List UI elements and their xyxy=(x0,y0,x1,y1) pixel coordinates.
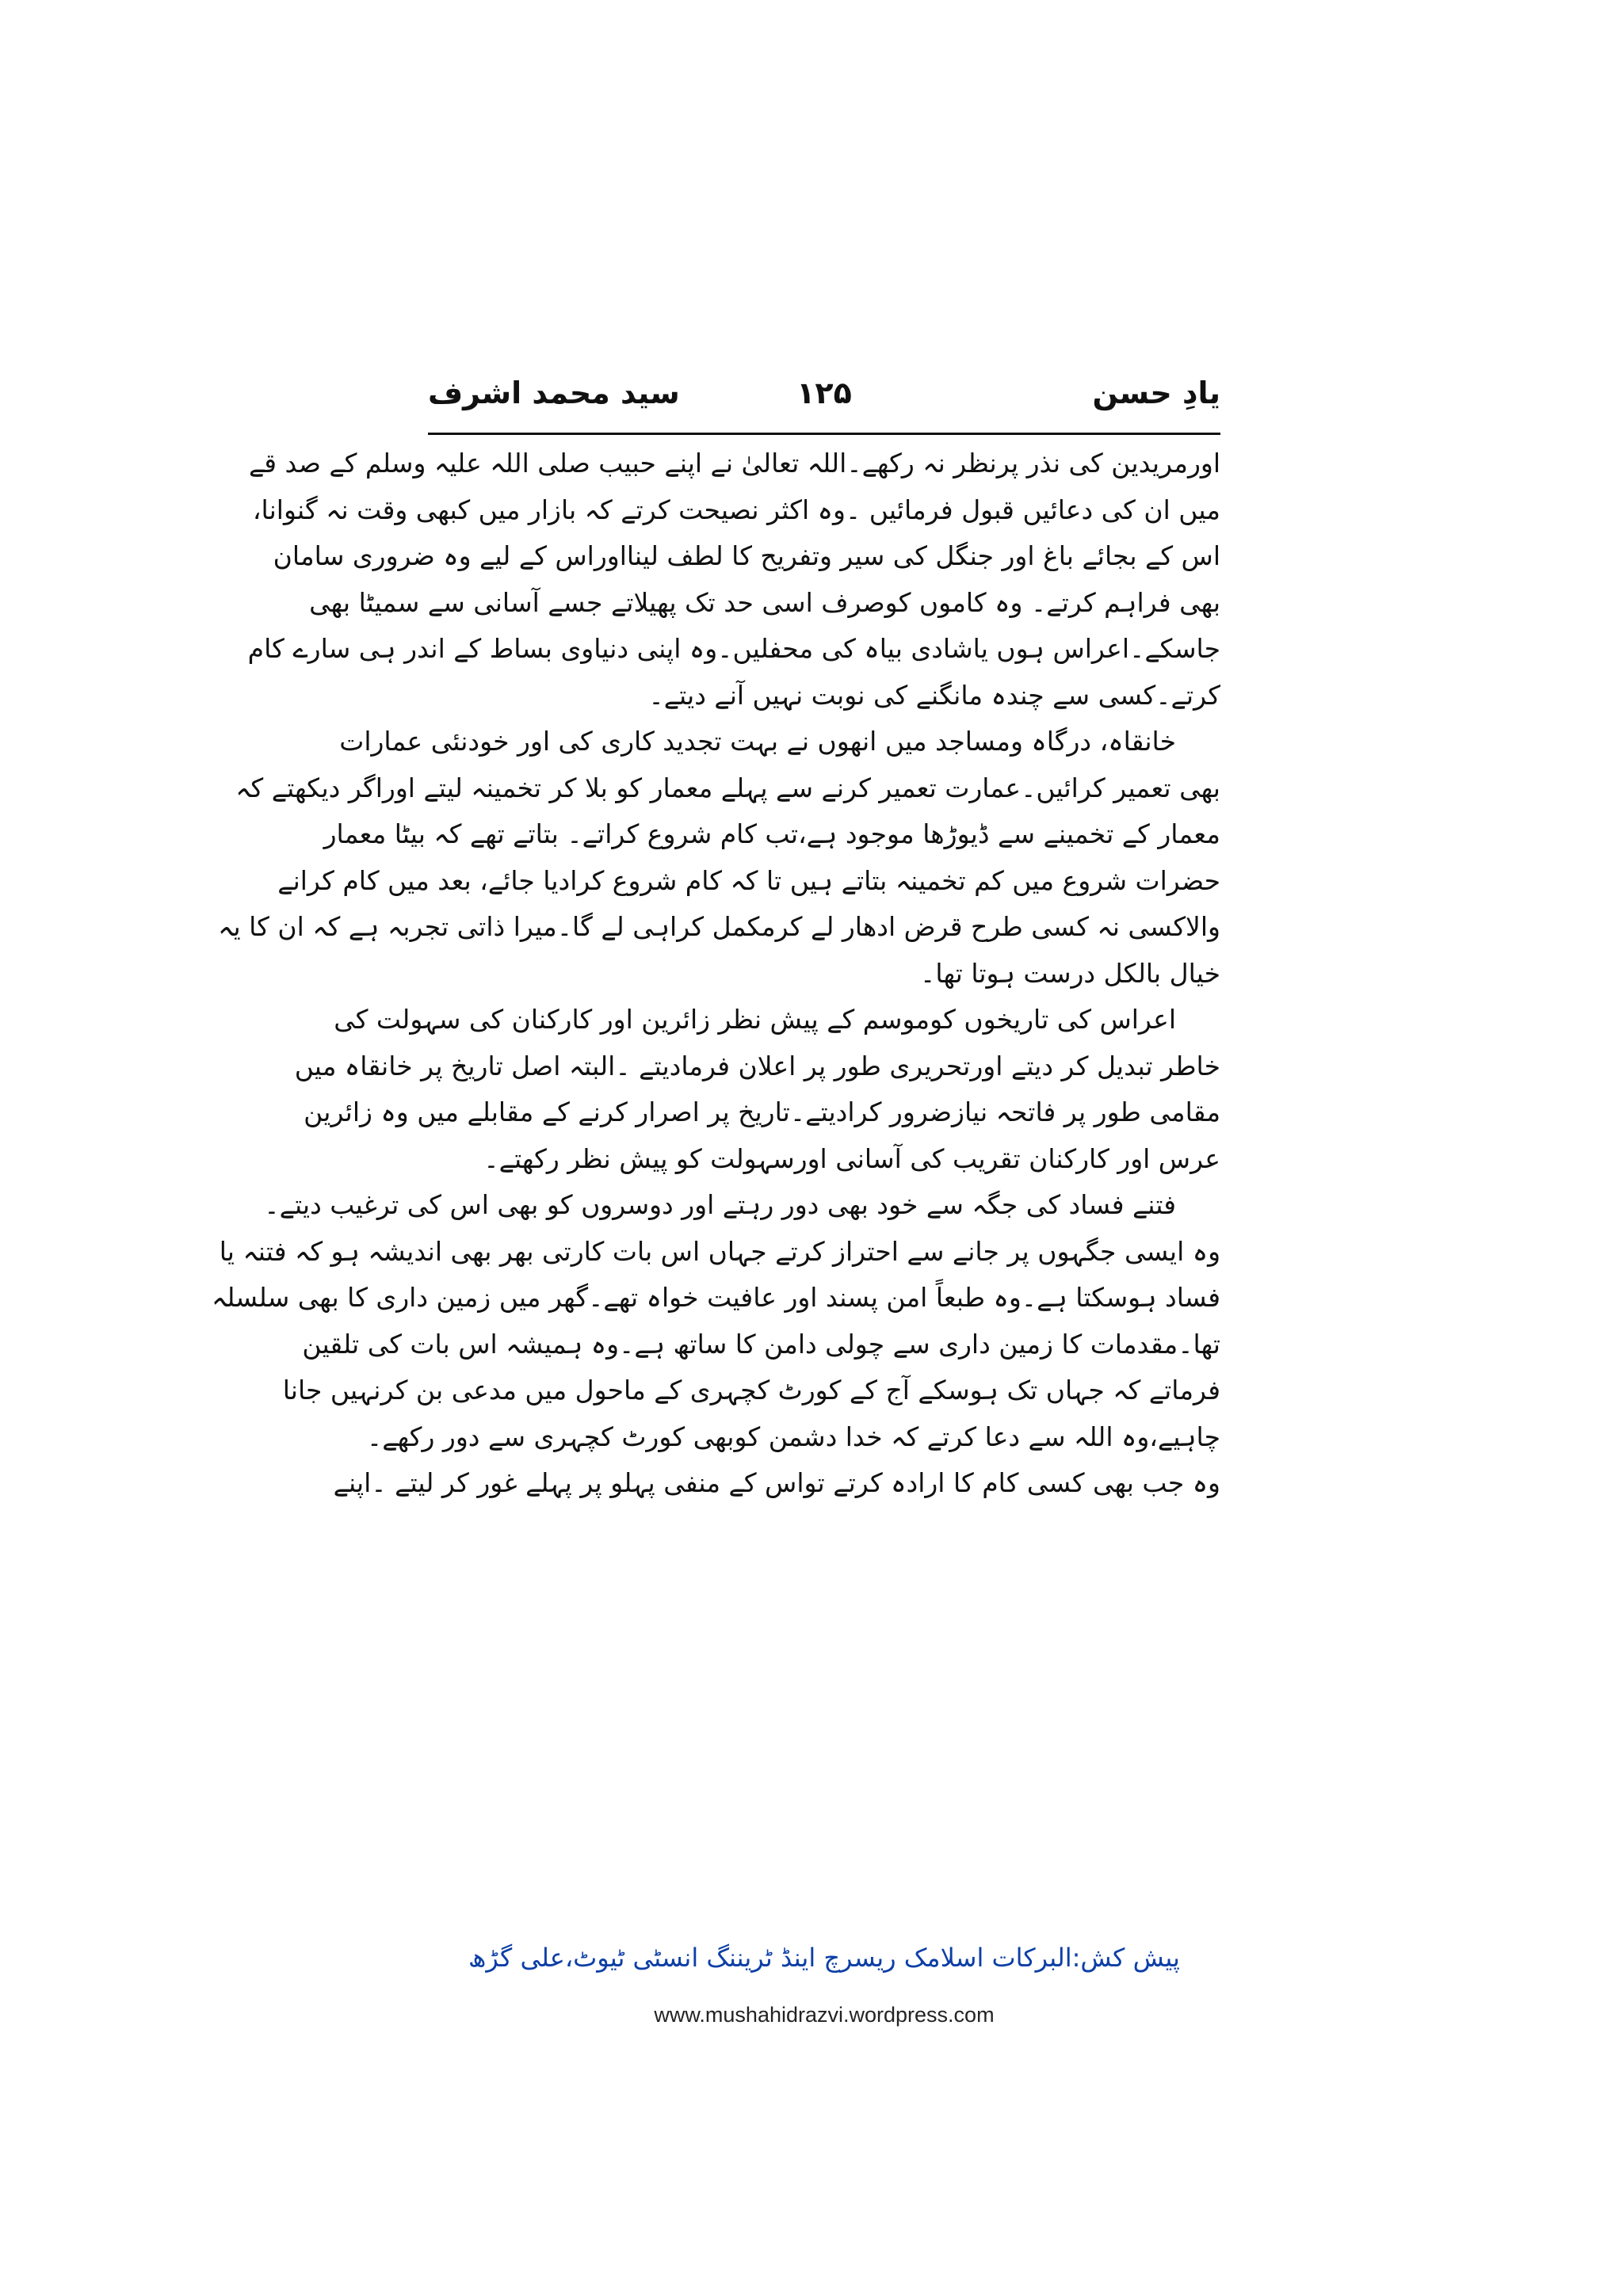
text-line: اس کے بجائے باغ اور جنگل کی سیر وتفریح کا لطف لینااوراس کے لیے وہ ضروری سامان xyxy=(273,540,1220,571)
text-line: معمار کے تخمینے سے ڈیوڑھا موجود ہے،تب کام شروع کراتے۔ بتاتے تھے کہ بیٹا معمار xyxy=(323,818,1220,849)
text-line: میں ان کی دعائیں قبول فرمائیں ۔وہ اکثر نصیحت کرتے کہ بازار میں کبھی وقت نہ گنوانا، xyxy=(252,494,1220,525)
paragraph xyxy=(333,1460,1220,1507)
text-line: اورمریدین کی نذر پرنظر نہ رکھے۔اللہ تعالیٰ نے اپنے حبیب صلی اللہ علیہ وسلم کے صد قے xyxy=(248,448,1220,479)
text-line: عرس اور کارکنان تقریب کی آسانی اورسہولت کو پیش نظر رکھتے۔ xyxy=(483,1142,1220,1174)
header-divider xyxy=(428,433,1220,435)
text-line: اعراس کی تاریخوں کوموسم کے پیش نظر زائرین اور کارکنان کی سہولت کی xyxy=(334,1004,1176,1035)
paragraph xyxy=(294,997,1220,1182)
page-number: ۱۲۵ xyxy=(796,376,852,410)
author-name: سید محمد اشرف xyxy=(428,376,680,410)
text-line: چاہیے،وہ اللہ سے دعا کرتے کہ خدا دشمن کوبھی کورٹ کچہری سے دور رکھے۔ xyxy=(366,1421,1220,1452)
text-line: بھی فراہم کرتے۔ وہ کاموں کوصرف اسی حد تک پھیلاتے جسے آسانی سے سمیٹا بھی xyxy=(309,586,1220,618)
website-url[interactable]: www.mushahidrazvi.wordpress.com xyxy=(654,2003,995,2027)
text-line: فساد ہوسکتا ہے۔وہ طبعاً امن پسند اور عافیت خواہ تھے۔گھر میں زمین داری کا بھی سلسلہ xyxy=(211,1282,1220,1313)
text-line: تھا۔مقدمات کا زمین داری سے چولی دامن کا ساتھ ہے۔وہ ہمیشہ اس بات کی تلقین xyxy=(302,1328,1220,1360)
text-line: کرتے۔کسی سے چندہ مانگنے کی نوبت نہیں آنے دیتے۔ xyxy=(648,679,1220,711)
paragraph xyxy=(247,441,1220,719)
text-line: حضرات شروع میں کم تخمینہ بتاتے ہیں تا کہ کام شروع کرادیا جائے، بعد میں کام کرانے xyxy=(277,864,1220,896)
text-line: فتنے فساد کی جگہ سے خود بھی دور رہتے اور دوسروں کو بھی اس کی ترغیب دیتے۔ xyxy=(264,1189,1176,1220)
text-line: جاسکے۔اعراس ہوں یاشادی بیاہ کی محفلیں۔وہ اپنی دنیاوی بساط کے اندر ہی سارے کام xyxy=(247,633,1220,664)
paragraph xyxy=(218,719,1220,997)
publisher-credit: پیش کش:البرکات اسلامک ریسرچ اینڈ ٹریننگ انسٹی ٹیوٹ،علی گڑھ xyxy=(468,1943,1180,1973)
text-line: خیال بالکل درست ہوتا تھا۔ xyxy=(920,957,1220,989)
text-line: فرماتے کہ جہاں تک ہوسکے آج کے کورٹ کچہری کے ماحول میں مدعی بن کرنہیں جانا xyxy=(282,1375,1220,1405)
text-line: والاکسی نہ کسی طرح قرض ادھار لے کرمکمل کراہی لے گا۔میرا ذاتی تجربہ ہے کہ ان کا یہ xyxy=(218,911,1220,942)
paragraph xyxy=(211,1182,1220,1460)
text-line: خاطر تبدیل کر دیتے اورتحریری طور پر اعلان فرمادیتے ۔البتہ اصل تاریخ پر خانقاہ میں xyxy=(294,1050,1220,1081)
text-line: بھی تعمیر کرائیں۔عمارت تعمیر کرنے سے پہلے معمار کو بلا کر تخمینہ لیتے اوراگر دیکھتے کہ xyxy=(235,772,1220,803)
page-header xyxy=(428,376,1220,431)
text-line: وہ ایسی جگہوں پر جانے سے احتراز کرتے جہاں اس بات کارتی بھر بھی اندیشہ ہو کہ فتنہ یا xyxy=(219,1235,1220,1267)
book-title: یادِ حسن xyxy=(1092,376,1220,410)
body-text xyxy=(211,441,1220,1507)
text-line: خانقاہ، درگاہ ومساجد میں انھوں نے بہت تجدید کاری کی اور خودنئی عمارات xyxy=(339,726,1176,757)
text-line: وہ جب بھی کسی کام کا ارادہ کرتے تواس کے منفی پہلو پر پہلے غور کر لیتے ۔اپنے xyxy=(333,1467,1220,1498)
text-line: مقامی طور پر فاتحہ نیازضرور کرادیتے۔تاریخ پر اصرار کرنے کے مقابلے میں وہ زائرین xyxy=(304,1097,1220,1127)
